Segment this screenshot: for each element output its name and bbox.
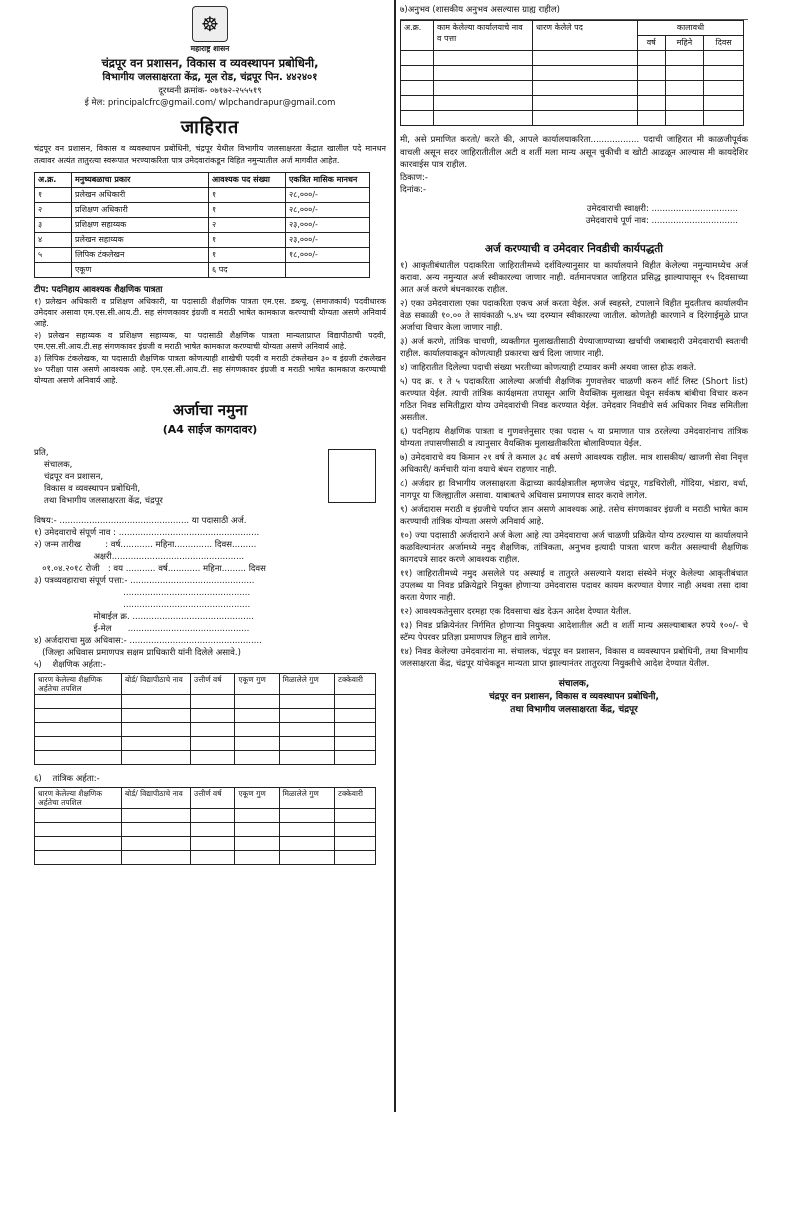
form-field-line: २) जन्म तारीख : वर्ष............ महिना.............. दिवस......... [34, 540, 257, 550]
table-cell: प्रशिक्षण सहाय्यक [72, 218, 209, 233]
empty-row [401, 81, 744, 96]
empty-cell[interactable] [35, 709, 122, 723]
empty-cell[interactable] [638, 81, 666, 96]
table-cell: प्रलेखन अधिकारी [72, 188, 209, 203]
table-header: धारण केलेले पद [533, 21, 638, 51]
education-table [34, 673, 376, 765]
empty-cell[interactable] [191, 837, 235, 851]
empty-row [35, 823, 376, 837]
procedure-item: ९) अर्जदारास मराठी व इंग्रजीचे पर्याप्त ज्ञान असणे आवश्यक आहे. तसेच संगणकावर इंग्रजी व मराठी भाषेत काम करण्याची तांत्रिक योग्यता असणे अनिवार्य आहे. [400, 504, 748, 527]
empty-cell[interactable] [665, 111, 704, 126]
table-header: अ.क्र. [401, 21, 434, 51]
form-field-line: ............................................... [34, 588, 251, 598]
empty-row [401, 66, 744, 81]
empty-row [35, 851, 376, 865]
form-field-line: ............................................... [34, 600, 251, 610]
empty-cell[interactable] [335, 823, 376, 837]
empty-cell[interactable] [122, 837, 191, 851]
empty-cell[interactable] [235, 709, 279, 723]
page-title: जाहिरात [180, 117, 240, 138]
form-field-line: ५) शैक्षणिक अर्हता:- [34, 660, 106, 670]
empty-cell[interactable] [434, 51, 533, 66]
phone: दूरध्वनी क्रमांक- ०७१७२-२५५५१९ [158, 86, 262, 96]
total-label: एकूण [72, 263, 209, 278]
table-cell: २ [209, 218, 286, 233]
empty-row [35, 695, 376, 709]
empty-cell[interactable] [122, 709, 191, 723]
empty-cell[interactable] [35, 837, 122, 851]
empty-cell[interactable] [434, 66, 533, 81]
email: ई मेल: principalcfrc@gmail.com/ wlpchandrapur@gmail.com [84, 98, 336, 108]
empty-cell[interactable] [401, 51, 434, 66]
table-header: एकूण गुण [235, 788, 279, 809]
experience-label: ७)अनुभव (शासकीय अनुभव असल्यास ग्राह्य राहील) [400, 5, 560, 15]
empty-cell[interactable] [122, 695, 191, 709]
table-cell: २८,०००/- [286, 188, 370, 203]
table-header: धारण केलेल्या शैक्षणिक अर्हतेचा तपशिल [35, 674, 122, 695]
table-header: उत्तीर्ण वर्ष [191, 788, 235, 809]
empty-cell[interactable] [638, 66, 666, 81]
empty-cell[interactable] [35, 823, 122, 837]
table-header: महिने [665, 36, 704, 51]
total-value: ६ पद [209, 263, 286, 278]
empty-cell[interactable] [235, 695, 279, 709]
empty-row [401, 111, 744, 126]
empty-cell[interactable] [704, 51, 744, 66]
procedure-list [400, 260, 748, 670]
table-header-row [401, 21, 744, 36]
empty-cell[interactable] [191, 823, 235, 837]
table-header: टक्केवारी [335, 788, 376, 809]
empty-row [35, 809, 376, 823]
empty-cell[interactable] [665, 66, 704, 81]
addr-line: प्रति, [34, 448, 49, 458]
empty-cell[interactable] [704, 66, 744, 81]
empty-row [35, 709, 376, 723]
empty-cell[interactable] [665, 81, 704, 96]
procedure-item: ८) अर्जदार हा विभागीय जलसाक्षरता केंद्राच्या कार्यक्षेत्रातील म्हणजेच चंद्रपूर, गडचिरोली, गोंदिया, भंडारा, वर्धा, नागपूर या जिल्ह्यातील असावा. याबाबतचे अधिवास प्रमाणपत्र सादर करावे लागेल. [400, 478, 748, 501]
empty-cell[interactable] [638, 111, 666, 126]
table-cell: ३ [35, 218, 72, 233]
empty-cell[interactable] [279, 809, 335, 823]
empty-cell[interactable] [704, 111, 744, 126]
table-header: आवश्यक पद संख्या [209, 173, 286, 188]
table-cell: २८,०००/- [286, 203, 370, 218]
org-address: विभागीय जलसाक्षरता केंद्र, मूल रोड, चंद्रपूर पिन. ४४२४०१ [102, 72, 318, 83]
tech-label: ६) तांत्रिक अर्हता:- [34, 774, 100, 784]
empty-cell[interactable] [335, 837, 376, 851]
table-cell: २ [35, 203, 72, 218]
addr-line: विकास व व्यवस्थापन प्रबोधिनी, [44, 484, 141, 494]
empty-row [35, 751, 376, 765]
note-item: ३) लिपिक टंकलेखक, या पदासाठी शैक्षणिक पात्रता कोणत्याही शाखेची पदवी व मराठी टंकलेखन ३० व इंग्रजी टंकलेखन ४० परीक्षा पास असणे आवश्यक आहे. एम.एस.सी.आय.टी. सह संगणकावर इंग्रजी व मराठी भाषेत कामकाज करण्याची योग्यता असणे अनिवार्य आहे. [34, 354, 386, 385]
closing-line: चंद्रपूर वन प्रशासन, विकास व व्यवस्थापन प्रबोधिनी, [489, 691, 659, 702]
table-cell: १ [209, 233, 286, 248]
empty-cell[interactable] [235, 723, 279, 737]
empty-cell[interactable] [191, 695, 235, 709]
procedure-title: अर्ज करण्याची व उमेदवार निवडीची कार्यपद्धती [485, 242, 663, 255]
procedure-item: १२) आवश्यकतेनुसार दरमहा एक दिवसाचा खंड देऊन आदेश देण्यात येतील. [400, 606, 632, 617]
closing-signature [400, 678, 748, 717]
address-block [34, 447, 386, 507]
empty-row [35, 737, 376, 751]
table-cell: ५ [35, 248, 72, 263]
table-row [35, 203, 370, 218]
table-header-row [35, 674, 376, 695]
empty-cell[interactable] [704, 96, 744, 111]
empty-cell[interactable] [279, 837, 335, 851]
table-cell: २३,०००/- [286, 218, 370, 233]
table-header-row [35, 173, 370, 188]
table-cell: १ [209, 188, 286, 203]
empty-cell[interactable] [704, 81, 744, 96]
empty-cell[interactable] [279, 709, 335, 723]
empty-cell[interactable] [401, 111, 434, 126]
table-header: दिवस [704, 36, 744, 51]
empty-cell[interactable] [235, 851, 279, 865]
intro-text: चंद्रपूर वन प्रशासन, विकास व व्यवस्थापन प्रबोधिनी, चंद्रपूर येथील विभागीय जलसाक्षरता केंद्रात खालील पदे मानधन तत्वावर अत्यंत तातुरत्या स्वरूपात भरण्याकरिता पात्र उमेदवारांकडून विहित नमुन्यातील अर्ज मागवीत आहेत. [34, 144, 386, 165]
empty-cell[interactable] [235, 809, 279, 823]
form-subtitle: (A4 साईज कागदावर) [162, 423, 258, 436]
table-header-row [35, 788, 376, 809]
table-cell: १ [35, 188, 72, 203]
posts-table [34, 172, 370, 278]
form-field-line: मोबाईल क्र. ............................................. [34, 612, 254, 622]
empty-cell[interactable] [191, 723, 235, 737]
empty-cell[interactable] [35, 737, 122, 751]
place-field: ठिकाण:- [400, 172, 428, 183]
table-header: बोर्ड/ विद्यापीठाचे नाव [122, 788, 191, 809]
org-name: चंद्रपूर वन प्रशासन, विकास व व्यवस्थापन प्रबोधिनी, [101, 56, 319, 70]
addr-line: चंद्रपूर वन प्रशासन, [44, 472, 104, 482]
procedure-item: ५) पद क्र. १ ते ५ पदाकरिता आलेल्या अर्जाची शैक्षणिक गुणवत्तेवर चाळणी करुन शॉर्ट लिस्ट (Short list) करण्यात येईल. त्याची तांत्रिक कार्यक्षमता तपासून आणि वैयक्तिक मुलाखत घेवून सर्वकष बांबीचा विचार करुन गठित निवड समितीद्वारा योग्य उमेदवारांची निवड करण्यात येईल. उमेदवार निवडीचे सर्व अधिकार निवड समितीला असतील. [400, 376, 748, 423]
empty-cell[interactable] [122, 737, 191, 751]
empty-cell[interactable] [335, 709, 376, 723]
empty-cell[interactable] [35, 809, 122, 823]
empty-cell[interactable] [122, 809, 191, 823]
procedure-item: १) आकृतीबंधातील पदाकरिता जाहिरातीमध्ये दर्शविल्यानुसार या कार्यालयाने विहीत केलेल्या नमुन्यामध्येच अर्ज करावा. अन्य नमुन्यात अर्ज स्वीकारल्या जाणार नाही. वर्तमानपत्रात जाहिरात प्रसिद्ध झाल्यापासून १५ दिवसाच्या आत अर्ज करणे बंधनकारक राहील. [400, 260, 748, 295]
table-header: मिळालेले गुण [279, 788, 335, 809]
form-field-line: ०१.०४.२०१८ रोजी : वय ........... वर्ष............ महिना......... दिवस [34, 564, 266, 574]
full-name-field: उमेदवाराचे पूर्ण नाव: ................................ [585, 216, 738, 226]
form-field-line: ३) पत्रव्यवहाराचा संपूर्ण पत्ता:- .............................................. [34, 576, 255, 586]
table-header: मनुष्यबळाचा प्रकार [72, 173, 209, 188]
closing-line: तथा विभागीय जलसाक्षरता केंद्र, चंद्रपूर [510, 704, 638, 715]
form-field-line: १) उमेदवाराचे संपूर्ण नाव : .................................................... [34, 528, 260, 538]
notes-heading: टीप: पदनिहाय आवश्यक शैक्षणिक पात्रता [34, 285, 163, 295]
procedure-item: ४) जाहिरातीत दिलेल्या पदाची संख्या भरतीच्या कोणत्याही टप्यावर कमी अथवा जास्त होऊ शकते. [400, 362, 697, 373]
empty-row [401, 96, 744, 111]
procedure-item: ६) पदनिहाय शैक्षणिक पात्रता व गुणवत्तेनुसार एका पदास ५ या प्रमाणात पात्र ठरलेल्या उमेदवारांनाच तांत्रिक योग्यता तपासणीसाठी व त्यानुसार वैयक्तिक मुलाखतीकरिता बोलाविण्यात येईल. [400, 426, 748, 449]
table-header: टक्केवारी [335, 674, 376, 695]
empty-cell[interactable] [434, 81, 533, 96]
table-row [35, 188, 370, 203]
empty-cell[interactable] [279, 723, 335, 737]
procedure-item: १०) ज्या पदासाठी अर्जदाराने अर्ज केला आहे त्या उमेदवाराचा अर्ज चाळणी प्रक्रियेत योग्य ठरल्यास या कार्यालयाने कळविल्यानंतर अर्जामध्ये नमुद शैक्षणिक, तांत्रिकता, अनुभव इत्यादी पात्रता धारण करीत असल्याची शैक्षणिक कागदपत्रे सादर करणे आवश्यक राहील. [400, 530, 748, 565]
empty-cell[interactable] [122, 823, 191, 837]
table-header: बोर्ड/ विद्यापीठाचे नाव [122, 674, 191, 695]
empty-cell[interactable] [279, 695, 335, 709]
closing-line: संचालक, [558, 678, 590, 689]
empty-cell[interactable] [279, 851, 335, 865]
table-row [35, 218, 370, 233]
empty-cell[interactable] [335, 751, 376, 765]
empty-cell[interactable] [122, 851, 191, 865]
empty-cell[interactable] [533, 81, 638, 96]
empty-cell[interactable] [401, 81, 434, 96]
form-field-line: (जिल्हा अधिवास प्रमाणपत्र सक्षम प्राधिकारी यांनी दिलेले असावे.) [34, 648, 241, 658]
form-field-line: अक्षरी................................................. [34, 552, 245, 562]
table-cell: लिपिक टंकलेखन [72, 248, 209, 263]
empty-cell[interactable] [35, 851, 122, 865]
procedure-item: १३) निवड प्रक्रियेनंतर निर्गमित होणाऱ्या नियुक्त्या आदेशातील अटी व शर्ती मान्य असल्याबाबत रुपये १००/- चे स्टॅम्प पेपरवर प्रतिज्ञा प्रमाणपत्र लिहून द्यावे लागेल. [400, 620, 748, 643]
state-emblem-icon: ☸ [192, 6, 228, 42]
empty-cell[interactable] [665, 51, 704, 66]
procedure-item: ३) अर्ज करणे, तांत्रिक चाचणी, व्यक्तीगत मुलाखतीसाठी येण्याजाण्याच्या खर्चाची जबाबदारी उमेदवाराची स्वतःची राहील. कार्यालयाकडून कोणत्याही प्रकारचा खर्च दिला जाणार नाही. [400, 336, 748, 359]
empty-cell[interactable] [335, 737, 376, 751]
empty-cell[interactable] [434, 111, 533, 126]
date-field: दिनांक:- [400, 185, 427, 195]
table-header: उत्तीर्ण वर्ष [191, 674, 235, 695]
empty-row [35, 837, 376, 851]
empty-cell[interactable] [235, 751, 279, 765]
empty-cell[interactable] [235, 837, 279, 851]
table-row [35, 248, 370, 263]
empty-cell[interactable] [235, 823, 279, 837]
technical-table [34, 787, 376, 865]
govt-label: महाराष्ट्र शासन [190, 44, 230, 53]
empty-cell[interactable] [235, 737, 279, 751]
table-cell: प्रशिक्षण अधिकारी [72, 203, 209, 218]
form-field-line: ४) अर्जदाराचा मुळ अधिवास:- ................................................. [34, 636, 262, 646]
empty-cell[interactable] [638, 96, 666, 111]
table-header: वर्ष [638, 36, 666, 51]
empty-cell[interactable] [191, 851, 235, 865]
empty-cell[interactable] [434, 96, 533, 111]
empty-cell[interactable] [401, 96, 434, 111]
addr-line: तथा विभागीय जलसाक्षरता केंद्र, चंद्रपूर [44, 496, 163, 506]
right-column [394, 0, 748, 1112]
empty-cell[interactable] [191, 737, 235, 751]
empty-cell[interactable] [191, 751, 235, 765]
note-item: २) प्रलेखन सहाय्यक व प्रशिक्षण सहाय्यक, या पदासाठी शैक्षणिक पात्रता मान्यताप्राप्त विद्यापीठाची पदवी, एम.एस.सी.आय.टी.सह संगणकावर इंग्रजी व मराठी भाषेत कामकाज करण्याची योग्यता असणे अनिवार्य आहे. [34, 331, 386, 351]
table-cell: १ [209, 203, 286, 218]
empty-cell[interactable] [533, 111, 638, 126]
empty-cell[interactable] [401, 66, 434, 81]
procedure-item: ७) उमेदवाराचे वय किमान २१ वर्ष ते कमाल ३८ वर्ष असणे आवश्यक राहील. मात्र शासकीय/ खाजगी सेवा निवृत्त अधिकारी/ कर्मचारी यांना वयाचे बंधन राहणार नाही. [400, 452, 748, 475]
empty-cell[interactable] [335, 695, 376, 709]
table-header: एकत्रित मासिक मानधन [286, 173, 370, 188]
form-field-line: विषय:- ................................................ या पदासाठी अर्ज. [34, 516, 247, 526]
empty-cell[interactable] [191, 709, 235, 723]
empty-cell[interactable] [35, 723, 122, 737]
table-cell: १ [209, 248, 286, 263]
procedure-item: १४) निवड केलेल्या उमेदवारांना मा. संचालक, चंद्रपूर वन प्रशासन, विकास व व्यवस्थापन प्रबोधिनी, तथा विभागीय जलसाक्षरता केंद्र, चंद्रपूर यांचेकडून मान्यता प्राप्त झाल्यानंतर तातुरत्या नियुक्तीचे आदेश देण्यात येतील. [400, 646, 748, 669]
empty-cell[interactable] [279, 751, 335, 765]
empty-cell[interactable] [533, 66, 638, 81]
empty-cell[interactable] [191, 809, 235, 823]
empty-cell[interactable] [665, 96, 704, 111]
table-header: कालावधी [638, 21, 744, 36]
empty-cell[interactable] [533, 51, 638, 66]
table-cell: ४ [35, 233, 72, 248]
table-header: धारण केलेल्या शैक्षणिक अर्हतेचा तपशिल [35, 788, 122, 809]
procedure-item: २) एका उमेदवाराला एका पदाकरिता एकच अर्ज करता येईल. अर्ज स्वहस्ते, टपालाने विहीत मुदतीतच कार्यालयीन वेळ सकाळी १०.०० ते सायंकाळी ५.४५ च्या दरम्यान स्वीकारल्या जातील. कोणतेही कारणाने व दिरंगाईमुळे प्राप्त अर्जाचा विचार केला जाणार नाही. [400, 298, 748, 333]
empty-cell[interactable] [638, 51, 666, 66]
empty-cell[interactable] [122, 751, 191, 765]
empty-cell[interactable] [279, 823, 335, 837]
table-header: एकूण गुण [235, 674, 279, 695]
table-header: मिळालेले गुण [279, 674, 335, 695]
table-header: काम केलेल्या कार्यालयाचे नाव व पत्ता [434, 21, 533, 51]
table-cell: १८,०००/- [286, 248, 370, 263]
table-cell: प्रलेखन सहाय्यक [72, 233, 209, 248]
procedure-item: ११) जाहिरातीमध्ये नमुद असलेले पद अस्थाई व तातुरते असल्याने यशदा संस्थेने मंजूर केलेल्या आकृतीबंधात उपलब्ध या निवड प्रक्रियेद्वारे नियुक्त होणाऱ्या उमेदवारास पदावर कायम करण्यात येणार नाही अथवा तसा दावा करता येणार नाही. [400, 568, 748, 603]
form-fields [34, 515, 386, 671]
form-title: अर्जाचा नमुना [172, 401, 248, 419]
left-column [34, 0, 386, 865]
table-header: अ.क्र. [35, 173, 72, 188]
empty-cell[interactable] [335, 723, 376, 737]
photo-box [328, 449, 376, 503]
table-total-row [35, 263, 370, 278]
note-item: १) प्रलेखन अधिकारी व प्रशिक्षण अधिकारी, या पदासाठी शैक्षणिक पात्रता एम.एस. डब्ल्यू. (समाजकार्य) पदवीधारक उमेदवार असावा एम.एस.सी.आय.टी. सह संगणकावर इंग्रजी व मराठी भाषेत कामकाज करण्याची योग्यता असणे अनिवार्य आहे. [34, 297, 386, 328]
empty-cell[interactable] [122, 723, 191, 737]
certification-text: मी, असे प्रमाणित करतो/ करते की, आपले कार्यालयाकरिता.................. पदाची जाहिरात मी काळजीपूर्वक वाचली असून सदर जाहिरातीतील अटी व शर्ती मला मान्य असून चुकीची व खोटी आढळून आल्यास मी कायदेशिर कारवाईस पात्र राहील. [400, 135, 748, 170]
experience-table [400, 20, 744, 126]
empty-cell[interactable] [335, 851, 376, 865]
table-row [35, 233, 370, 248]
table-cell: २३,०००/- [286, 233, 370, 248]
empty-cell[interactable] [335, 809, 376, 823]
empty-row [35, 723, 376, 737]
empty-cell[interactable] [35, 695, 122, 709]
empty-cell[interactable] [35, 751, 122, 765]
form-field-line: ई-मेल ............................................. [34, 624, 250, 634]
empty-cell[interactable] [279, 737, 335, 751]
signature-field: उमेदवाराची स्वाक्षरी: ................................ [586, 203, 738, 214]
empty-cell[interactable] [533, 96, 638, 111]
addr-line: संचालक, [44, 460, 73, 470]
empty-row [401, 51, 744, 66]
